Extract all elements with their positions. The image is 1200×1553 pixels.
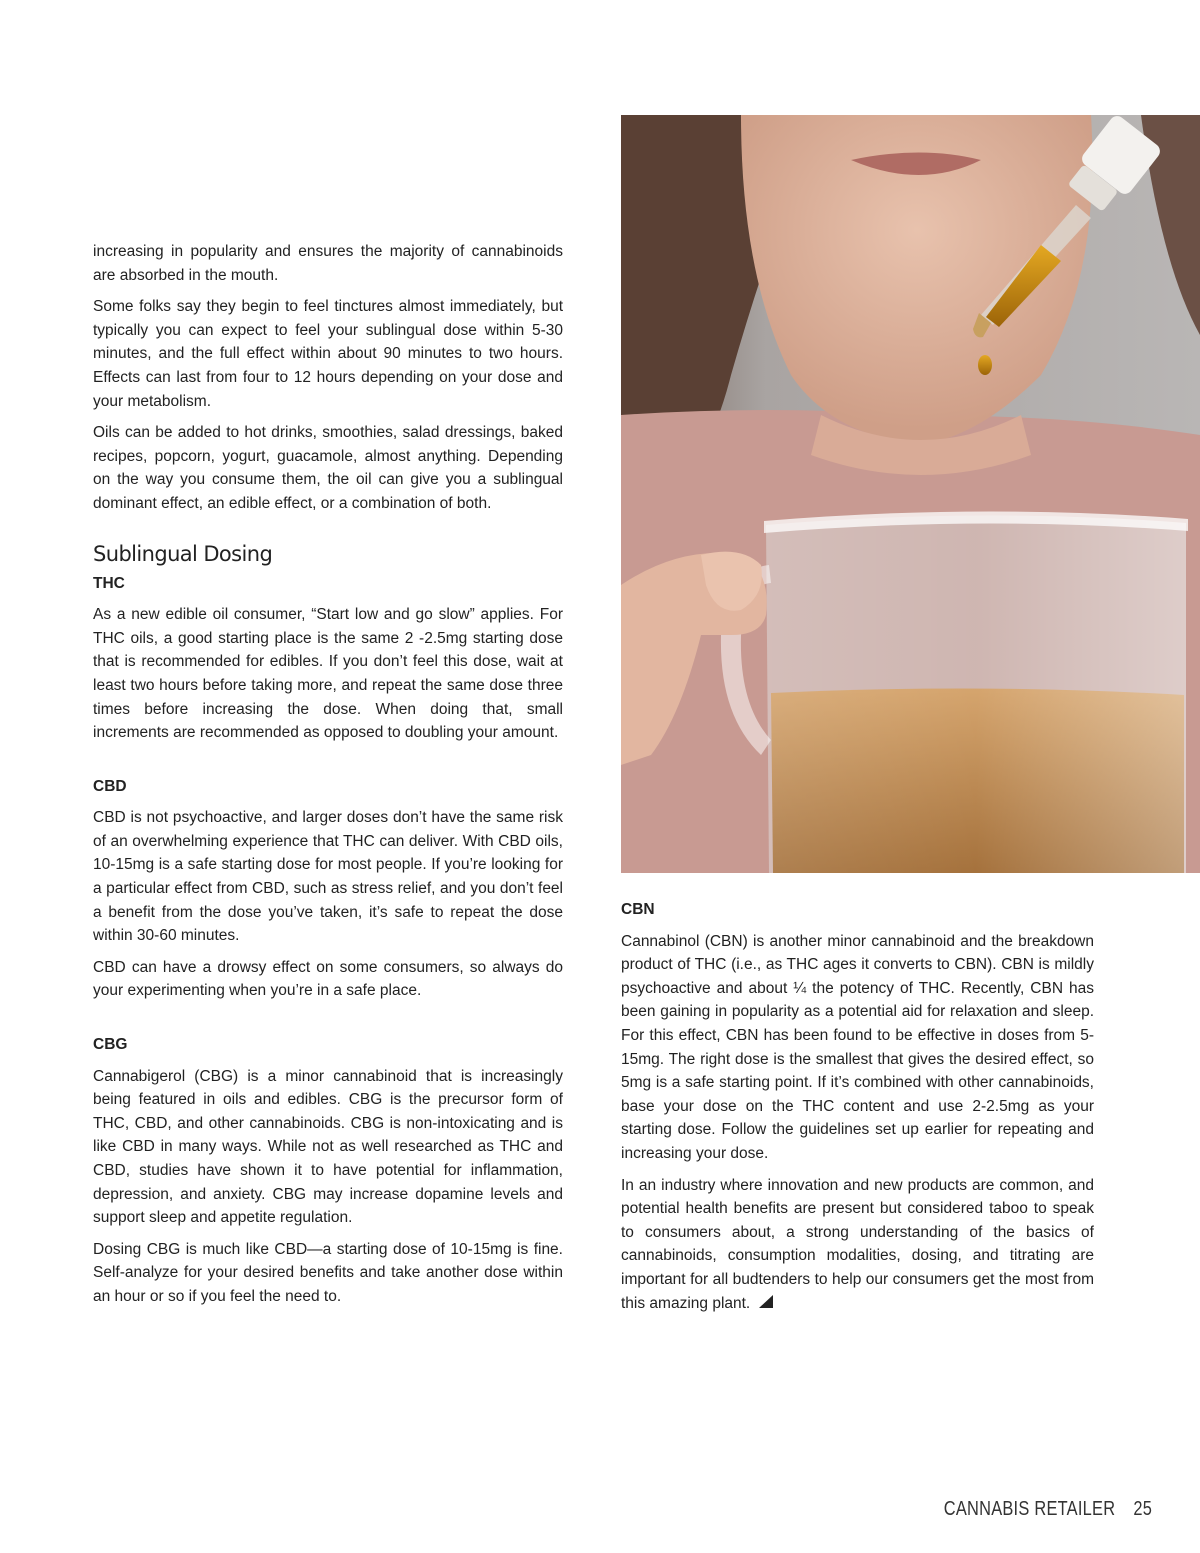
thc-heading: THC	[93, 574, 125, 592]
right-column	[621, 898, 1094, 1323]
page-number: 25	[1133, 1498, 1152, 1520]
intro-paragraph: increasing in popularity and ensures the majority of cannabinoids are absorbed in the mouth.	[93, 243, 563, 284]
cbd-heading: CBD	[93, 777, 127, 795]
thc-paragraph: As a new edible oil consumer, “Start low and go slow” applies. For THC oils, a good starting place is the same 2 -2.5mg starting dose that is recommended for edibles. If you don’t feel this dose, wait at least two hours before taking more, and repeat the same dose three times before increasing the dose. When doing that, small increments are recommended as opposed to doubling your amount.	[93, 606, 563, 742]
cbg-heading: CBG	[93, 1036, 128, 1054]
intro-paragraph: Some folks say they begin to feel tinctures almost immediately, but typically you can expect to feel your sublingual dose within 5-30 minutes, and the full effect within about 90 minutes to two hours. Effects can last from four to 12 hours depending on your dose and your metabolism.	[93, 298, 563, 410]
closing-paragraph	[621, 1174, 1094, 1316]
cbd-paragraph: CBD is not psychoactive, and larger doses don’t have the same risk of an overwhelming experience that THC can deliver. With CBD oils, 10-15mg is a safe starting dose for most people. If you’re looking for a particular effect from CBD, such as stress relief, and you don’t feel a benefit from the dose you’ve taken, it’s safe to repeat the dose within 30-60 minutes.	[93, 809, 563, 945]
cbd-paragraph: CBD can have a drowsy effect on some consumers, so always do your experimenting when you’re in a safe place.	[93, 958, 563, 1000]
cbg-paragraph: Cannabigerol (CBG) is a minor cannabinoid that is increasingly being featured in oils and edibles. CBG is the precursor form of THC, CBD, and other cannabinoids. CBG is non-intoxicating and is like CBD in many ways. While not as well researched as THC and CBD, studies have shown it to have potential for inflammation, depression, and anxiety. CBG may increase dopamine levels and support sleep and appetite regulation.	[93, 1067, 563, 1227]
intro-paragraph: Oils can be added to hot drinks, smoothies, salad dressings, baked recipes, popcorn, yogurt, guacamole, almost anything. Depending on the way you consume them, the oil can give you a sublingual dominant effect, an edible effect, or a combination of both.	[93, 424, 563, 512]
page-footer	[944, 1498, 1152, 1521]
publication-name: CANNABIS RETAILER	[943, 1498, 1116, 1520]
end-of-article-icon	[759, 1295, 773, 1308]
tincture-dropper-photo	[621, 115, 1200, 873]
cbn-paragraph: Cannabinol (CBN) is another minor cannabinoid and the breakdown product of THC (i.e., as THC ages it converts to CBN). CBN is mildly psychoactive and about ¼ the potency of THC. Recently, CBN has been gaining in popularity as a potential aid for relaxation and sleep. For this effect, CBN has been found to be effective in doses from 5-15mg. The right dose is the smallest that gives the desired effect, so 5mg is a safe starting point. If it’s combined with other cannabinoids, base your dose on the THC content and use 2-2.5mg as your starting dose. Follow the guidelines set up earlier for repeating and increasing your dose.	[621, 932, 1094, 1162]
section-heading: Sublingual Dosing	[93, 541, 273, 566]
closing-text: In an industry where innovation and new products are common, and potential health benefits are present but considered taboo to speak to consumers about, a strong understanding of the basics of cannabinoids, consumption modalities, dosing, and titrating are important for all budtenders to help our consumers get the most from this amazing plant.	[621, 1176, 1094, 1312]
cbg-paragraph: Dosing CBG is much like CBD—a starting dose of 10-15mg is fine. Self-analyze for your desired benefits and take another dose within an hour or so if you feel the need to.	[93, 1240, 563, 1305]
cbn-heading: CBN	[621, 901, 655, 918]
left-column	[93, 240, 563, 1317]
